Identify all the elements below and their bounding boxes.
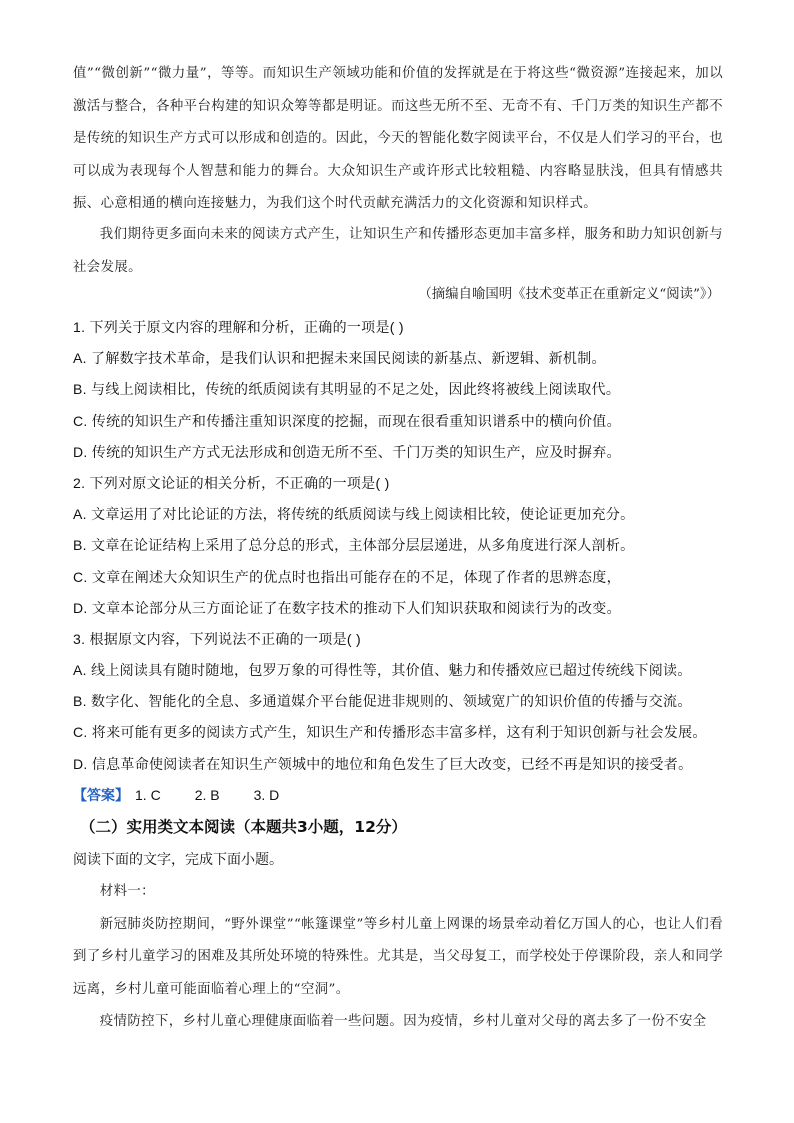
question-option: A. 了解数字技术革命，是我们认识和把握未来国民阅读的新基点、新逻辑、新机制。: [73, 350, 606, 367]
question-option: A. 线上阅读具有随时随地，包罗万象的可得性等，其价值、魅力和传播效应已超过传统线下阅读。: [73, 662, 692, 679]
question-option: C. 将来可能有更多的阅读方式产生，知识生产和传播形态丰富多样，这有利于知识创新与社会发展。: [73, 724, 707, 741]
question-stem: 2. 下列对原文论证的相关分析，不正确的一项是( ): [73, 474, 390, 491]
answer-item: 2. B: [194, 787, 220, 803]
question-option: C. 传统的知识生产和传播注重知识深度的挖掘，而现在很看重知识谱系中的横向价值。: [73, 412, 621, 429]
question-list: [73, 312, 733, 780]
section-heading: （二）实用类文本阅读（本题共3小题，12分）: [80, 818, 407, 836]
question-stem: 1. 下列关于原文内容的理解和分析，正确的一项是( ): [73, 319, 404, 335]
question-option: B. 与线上阅读相比，传统的纸质阅读有其明显的不足之处，因此终将被线上阅读取代。: [73, 381, 621, 398]
answer-label: 【答案】: [73, 787, 129, 803]
question-option: A. 文章运用了对比论证的方法，将传统的纸质阅读与线上阅读相比较，使论证更加充分。: [73, 506, 635, 523]
question-option: B. 文章在论证结构上采用了总分总的形式，主体部分层层递进，从多角度进行深人剖析。: [73, 537, 635, 554]
passage-continuation: [73, 58, 723, 221]
section-instruction: 阅读下面的文字，完成下面小题。: [73, 851, 283, 867]
answer-item: 1. C: [135, 787, 161, 803]
passage-conclusion: [73, 219, 723, 284]
passage-paragraph: 值”“微创新”“微力量”，等等。而知识生产领域功能和价值的发挥就是在于将这些“微资源”连接起来，加以激活与整合，各种平台构建的知识众筹等都是明证。而这些无所不至、无奇不有、千门万类的知识生产都不是传统的知识生产方式可以形成和创造的。因此，今天的智能化数字阅读平台，不仅是人们学习的平台，也可以成为表现每个人智慧和能力的舞台。大众知识生产或许形式比较粗糙、内容略显肤浅，但具有情感共振、心意相通的横向连接魅力，为我们这个时代贡献充满活力的文化资源和知识样式。: [73, 66, 723, 211]
material-paragraph: 新冠肺炎防控期间，“野外课堂”“帐篷课堂”等乡村儿童上网课的场景牵动着亿万国人的心，也让人们看到了乡村儿童学习的困难及其所处环境的特殊性。尤其是，当父母复工，而学校处于停课阶段，亲人和同学远离，乡村儿童可能面临着心理上的“空洞”。: [73, 916, 723, 997]
passage-source: （摘编自喻国明《技术变革正在重新定义“阅读”》）: [418, 287, 720, 302]
answer-key: [73, 780, 307, 810]
question-option: D. 信息革命使阅读者在知识生产领城中的地位和角色发生了巨大改变，已经不再是知识的接受者。: [73, 755, 693, 772]
question-option: D. 文章本论部分从三方面论证了在数字技术的推动下人们知识获取和阅读行为的改变。: [73, 599, 621, 616]
answer-item: 3. D: [253, 787, 280, 803]
material-label: 材料一：: [99, 884, 155, 899]
question-option: D. 传统的知识生产方式无法形成和创造无所不至、千门万类的知识生产，应及时摒弃。: [73, 443, 621, 460]
material-one: [73, 876, 723, 1039]
question-option: C. 文章在阐述大众知识生产的优点时也指出可能存在的不足，体现了作者的思辨态度，: [73, 568, 621, 585]
material-paragraph: 疫情防控下，乡村儿童心理健康面临着一些问题。因为疫情，乡村儿童对父母的离去多了一份不安全: [99, 1014, 707, 1029]
question-stem: 3. 根据原文内容，下列说法不正确的一项是( ): [73, 630, 361, 647]
question-option: B. 数字化、智能化的全息、多通道媒介平台能促进非规则的、领域宽广的知识价值的传播与交流。: [73, 693, 692, 710]
passage-paragraph: 我们期待更多面向未来的阅读方式产生，让知识生产和传播形态更加丰富多样，服务和助力知识创新与社会发展。: [73, 227, 723, 275]
